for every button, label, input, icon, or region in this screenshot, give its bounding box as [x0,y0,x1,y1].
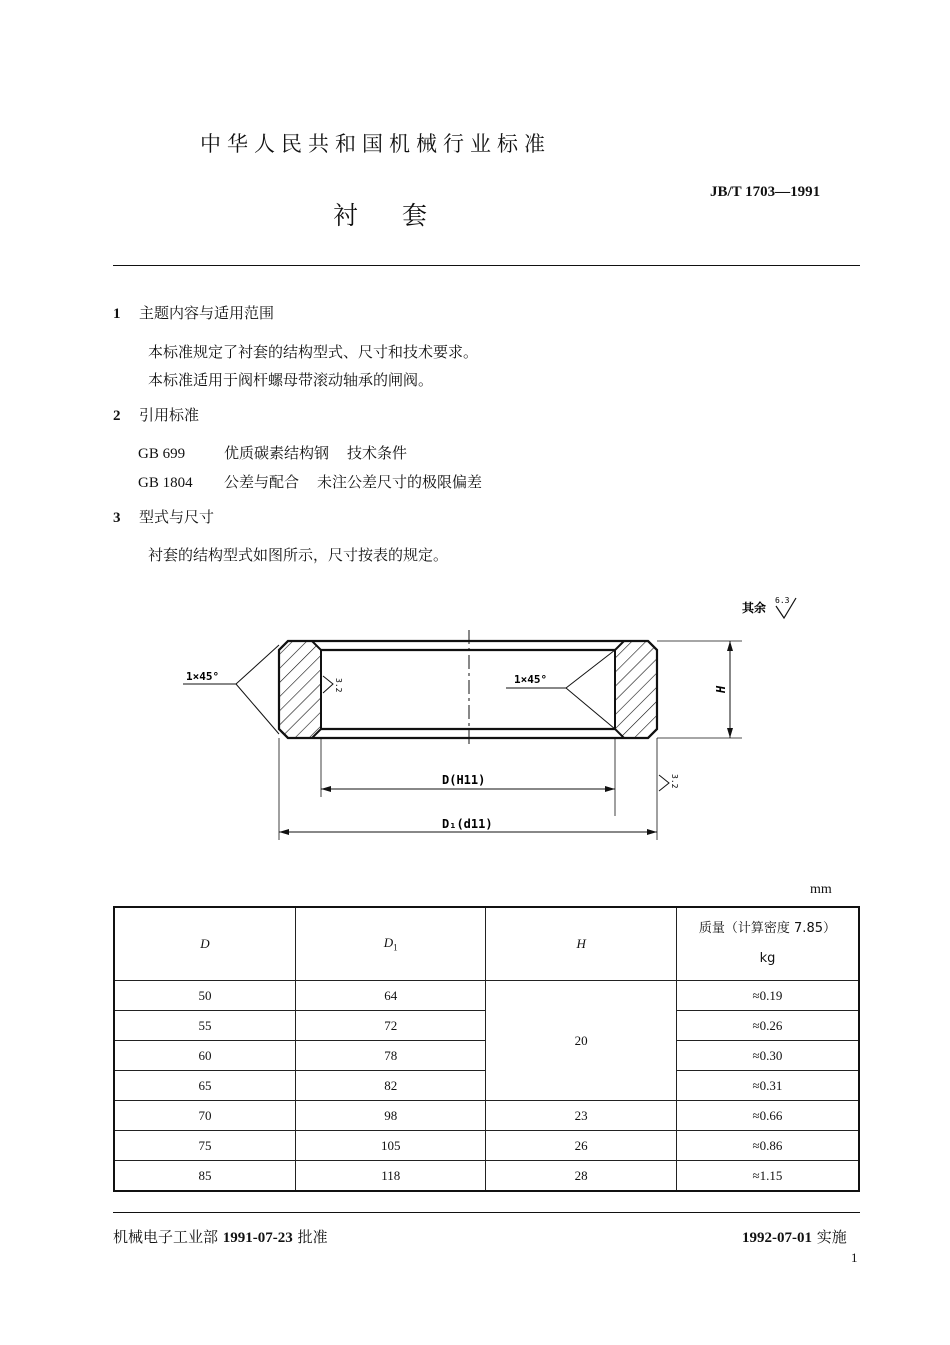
cell-d: 70 [114,1101,295,1131]
cell-d1: 82 [295,1071,485,1101]
cell-d: 55 [114,1011,295,1041]
outer-diameter-label: D₁(d11) [442,817,493,831]
implementation-line [742,1226,847,1247]
chamfer-label: 1×45° [186,670,220,683]
section-number: 3 [113,510,121,526]
left-wall-section [279,641,321,738]
paragraph: 本标准适用于阀杆螺母带滚动轴承的闸阀。 [148,371,434,389]
cell-mass: ≈1.15 [676,1161,859,1192]
cell-d: 50 [114,981,295,1011]
chamfer-leader [566,650,615,688]
cell-mass: ≈0.86 [676,1131,859,1161]
table-row [114,981,859,1011]
height-label: H [714,685,728,693]
inner-diameter-label: D(H11) [442,773,486,787]
paragraph: 本标准规定了衬套的结构型式、尺寸和技术要求。 [148,343,479,361]
column-header-d: D [114,907,295,981]
cell-mass: ≈0.26 [676,1011,859,1041]
column-header-h: H [486,907,676,981]
cell-mass: ≈0.31 [676,1071,859,1101]
standard-title: 中华人民共和国机械行业标准 [200,132,551,156]
reference-title: 优质碳素结构钢 [224,444,330,462]
issuer: 机械电子工业部 [113,1228,219,1246]
chamfer-leader [236,645,279,684]
page-number: 1 [851,1250,858,1265]
cell-h: 26 [486,1131,676,1161]
table-row [114,1131,859,1161]
roughness-symbol-icon [659,775,669,791]
reference-code: GB 1804 [138,475,193,491]
section-title: 主题内容与适用范围 [139,304,275,322]
reference-code: GB 699 [138,446,186,462]
cell-h: 23 [486,1101,676,1131]
document-title: 衬套 [333,201,472,230]
mass-header-line2: kg [759,951,776,966]
cell-d: 60 [114,1041,295,1071]
cell-d1: 105 [295,1131,485,1161]
roughness-outer-value: 3.2 [670,774,679,789]
cell-h: 20 [486,981,676,1101]
column-header-d1-main: D [383,935,394,951]
cell-d: 85 [114,1161,295,1192]
reference-title-2: 未注公差尺寸的极限偏差 [317,473,483,491]
unit-label: mm [810,882,832,897]
right-wall-section [615,641,657,738]
mass-header-line1: 质量（计算密度 7.85） [698,921,836,936]
column-header-d1 [295,907,485,981]
table-row [114,1161,859,1192]
column-header-mass [676,907,859,981]
cell-d1: 64 [295,981,485,1011]
table-header-row [114,907,859,981]
dimensions-table [113,906,860,1192]
chamfer-leader [566,688,615,729]
standard-number: JB/T 1703—1991 [710,184,821,200]
cell-d1: 72 [295,1011,485,1041]
roughness-value: 6.3 [775,596,790,605]
cell-d: 65 [114,1071,295,1101]
cell-mass: ≈0.19 [676,981,859,1011]
paragraph: 衬套的结构型式如图所示，尺寸按表的规定。 [148,546,449,564]
reference-title-2: 技术条件 [347,444,408,462]
implementation-date: 1992-07-01 [742,1230,812,1246]
implementation-label: 实施 [816,1228,847,1246]
cell-mass: ≈0.66 [676,1101,859,1131]
roughness-note: 其余 [742,601,767,615]
cell-d1: 78 [295,1041,485,1071]
cell-d1: 118 [295,1161,485,1192]
approve-label: 批准 [297,1228,328,1246]
section-number: 1 [113,306,121,322]
cell-mass: ≈0.30 [676,1041,859,1071]
approval-line [113,1226,328,1247]
chamfer-label: 1×45° [514,673,548,686]
section-title: 型式与尺寸 [139,508,215,526]
column-header-d1-sub: 1 [393,942,398,953]
cell-d: 75 [114,1131,295,1161]
reference-title: 公差与配合 [224,473,300,491]
cell-d1: 98 [295,1101,485,1131]
roughness-symbol-icon [323,676,333,693]
footer-rule [113,1212,860,1213]
approve-date: 1991-07-23 [222,1230,293,1246]
cell-h: 28 [486,1161,676,1192]
section-number: 2 [113,408,121,424]
roughness-inner-value: 3.2 [334,678,343,693]
table-row [114,1101,859,1131]
chamfer-leader [236,684,279,734]
section-title: 引用标准 [139,406,200,424]
